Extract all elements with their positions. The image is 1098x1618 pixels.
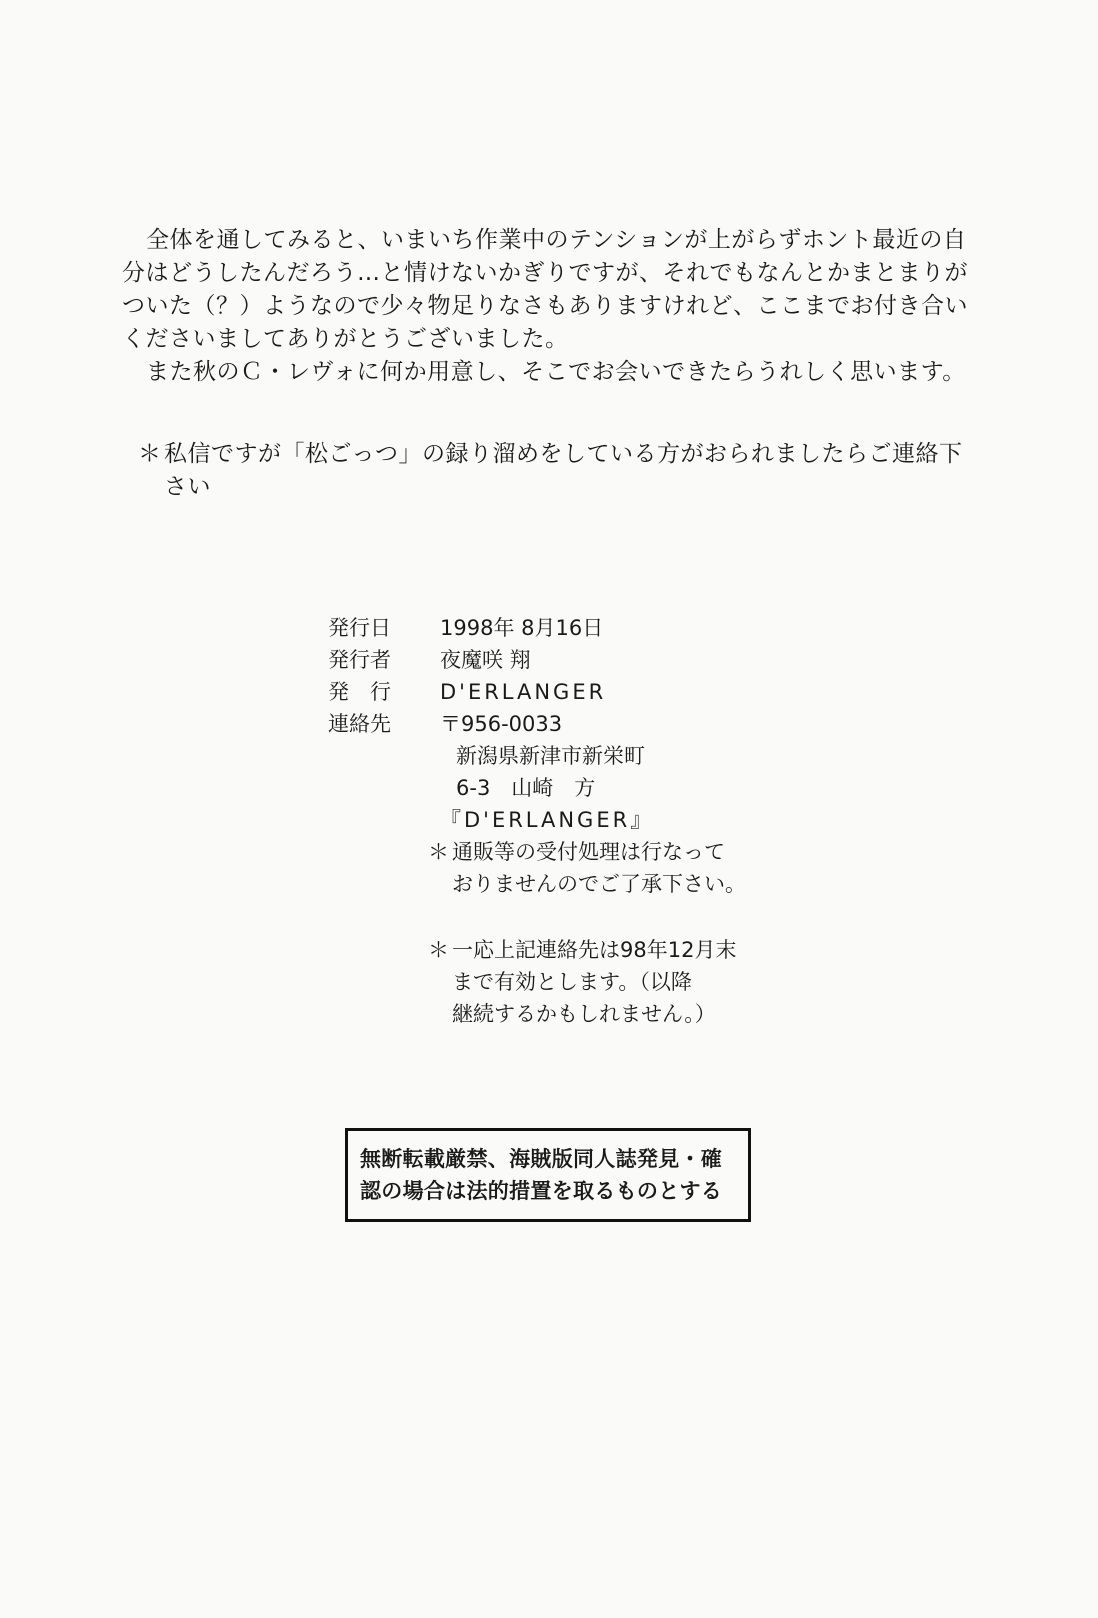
publisher-label: 発行者 <box>328 648 391 672</box>
address-line-1: 新潟県新津市新栄町 <box>456 744 645 768</box>
validity-note-line-2: まで有効とします。（以降 <box>452 970 692 994</box>
issuer-label: 発 行 <box>328 680 391 704</box>
colophon-contact-row <box>328 708 848 740</box>
asterisk-mark: ＊ <box>428 938 449 962</box>
postal-code: 〒956-0033 <box>440 712 563 736</box>
afterword-paragraph-1: 全体を通してみると、いまいち作業中のテンションが上がらずホント最近の自分はどうしたんだろう…と情けないかぎりですが、それでもなんとかまとまりがついた（？）ようなので少々物足りなさもありますけれど、ここまでお付き合いくださいましてありがとうございました。 <box>122 227 968 352</box>
mail-order-note-line-1: 通販等の受付処理は行なって <box>452 840 725 864</box>
colophon-publisher-row <box>328 644 848 676</box>
address-line-2: 6-3 山崎 方 <box>456 776 596 800</box>
warning-line-1: 無断転載厳禁、海賊版同人誌発見・確 <box>360 1147 723 1171</box>
contact-validity-note <box>328 934 848 1030</box>
date-value: 1998年 8月16日 <box>440 616 604 640</box>
address-line-3: 『D'ERLANGER』 <box>440 808 655 832</box>
note-line-1: 私信ですが「松ごっつ」の録り溜めをしている方がおられましたらご連絡下 <box>164 441 963 467</box>
validity-note-line-1: 一応上記連絡先は98年12月末 <box>452 938 737 962</box>
mail-order-note <box>328 836 848 900</box>
publisher-value: 夜魔咲 翔 <box>440 648 531 672</box>
mail-order-note-line-2: おりませんのでご了承下さい。 <box>452 872 746 896</box>
personal-note <box>138 438 988 504</box>
issuer-value: D'ERLANGER <box>440 680 607 704</box>
warning-line-2: 認の場合は法的措置を取るものとする <box>360 1179 723 1203</box>
colophon <box>328 612 848 1030</box>
contact-label: 連絡先 <box>328 712 391 736</box>
colophon-issuer-row <box>328 676 848 708</box>
validity-note-line-3: 継続するかもしれません。） <box>452 1002 716 1026</box>
afterword-paragraph-2: また秋のＣ・レヴォに何か用意し、そこでお会いできたらうれしく思います。 <box>146 359 966 385</box>
date-label: 発行日 <box>328 616 391 640</box>
asterisk-mark: ＊ <box>428 840 449 864</box>
asterisk-mark: ＊ <box>138 441 162 467</box>
colophon-date-row <box>328 612 848 644</box>
afterword-text <box>122 224 982 389</box>
copyright-warning-box <box>345 1128 751 1222</box>
note-line-2: さい <box>164 474 211 500</box>
